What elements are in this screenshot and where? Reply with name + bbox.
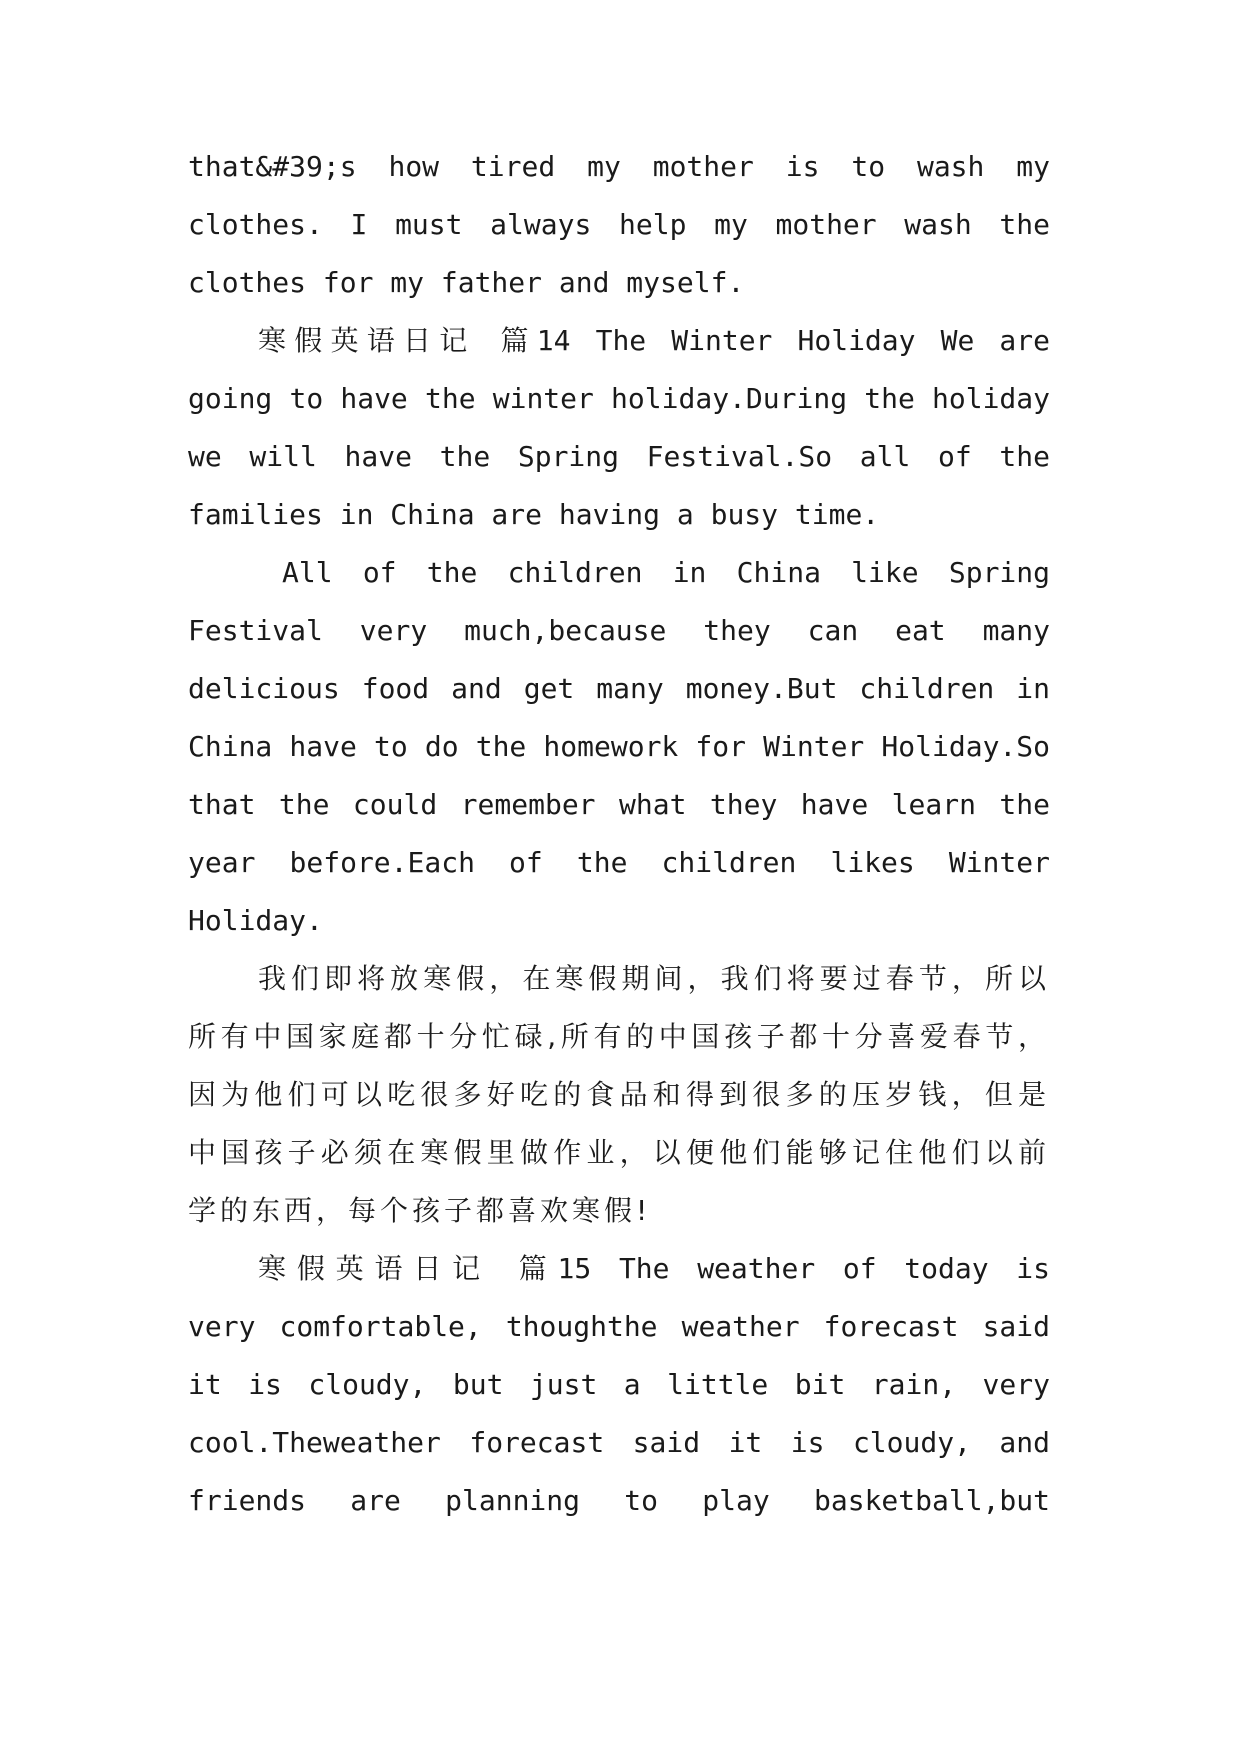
chinese-text-line: 我们即将放寒假，在寒假期间，我们将要过春节，所以 <box>258 962 1050 995</box>
chinese-text-line: 因为他们可以吃很多好吃的食品和得到很多的压岁钱，但是 <box>188 1078 1050 1111</box>
text-line: cool.Theweather forecast said it is cloudy, and <box>188 1426 1050 1459</box>
text-line: that the could remember what they have learn the <box>188 788 1050 821</box>
text-line: Festival very much,because they can eat many <box>188 614 1050 647</box>
text-line: delicious food and get many money.But children in <box>188 672 1050 705</box>
text-line: year before.Each of the children likes Winter <box>188 846 1050 879</box>
text-line: going to have the winter holiday.During the holiday <box>188 382 1050 415</box>
text-line: very comfortable, thoughthe weather forecast said <box>188 1310 1050 1343</box>
text-line: that&#39;s how tired my mother is to wash my <box>188 150 1050 183</box>
chinese-text-line: 中国孩子必须在寒假里做作业，以便他们能够记住他们以前 <box>188 1136 1050 1169</box>
chinese-text-line: 学的东西，每个孩子都喜欢寒假! <box>188 1194 652 1227</box>
text-line: we will have the Spring Festival.So all of the <box>188 440 1050 473</box>
text-line: Holiday. <box>188 904 323 937</box>
text-line: China have to do the homework for Winter Holiday.So <box>188 730 1050 763</box>
text-line: clothes. I must always help my mother wash the <box>188 208 1050 241</box>
text-line: families in China are having a busy time. <box>188 498 880 531</box>
section-heading-14: 寒假英语日记 篇14 The Winter Holiday We are <box>258 324 1050 357</box>
body-text <box>188 138 1050 1530</box>
text-line: clothes for my father and myself. <box>188 266 745 299</box>
text-line: All of the children in China like Spring <box>282 556 1050 589</box>
text-line: it is cloudy, but just a little bit rain, very <box>188 1368 1050 1401</box>
chinese-text-line: 所有中国家庭都十分忙碌,所有的中国孩子都十分喜爱春节， <box>188 1020 1050 1053</box>
text-line: friends are planning to play basketball,but <box>188 1484 1050 1517</box>
section-heading-15: 寒假英语日记 篇15 The weather of today is <box>258 1252 1050 1285</box>
